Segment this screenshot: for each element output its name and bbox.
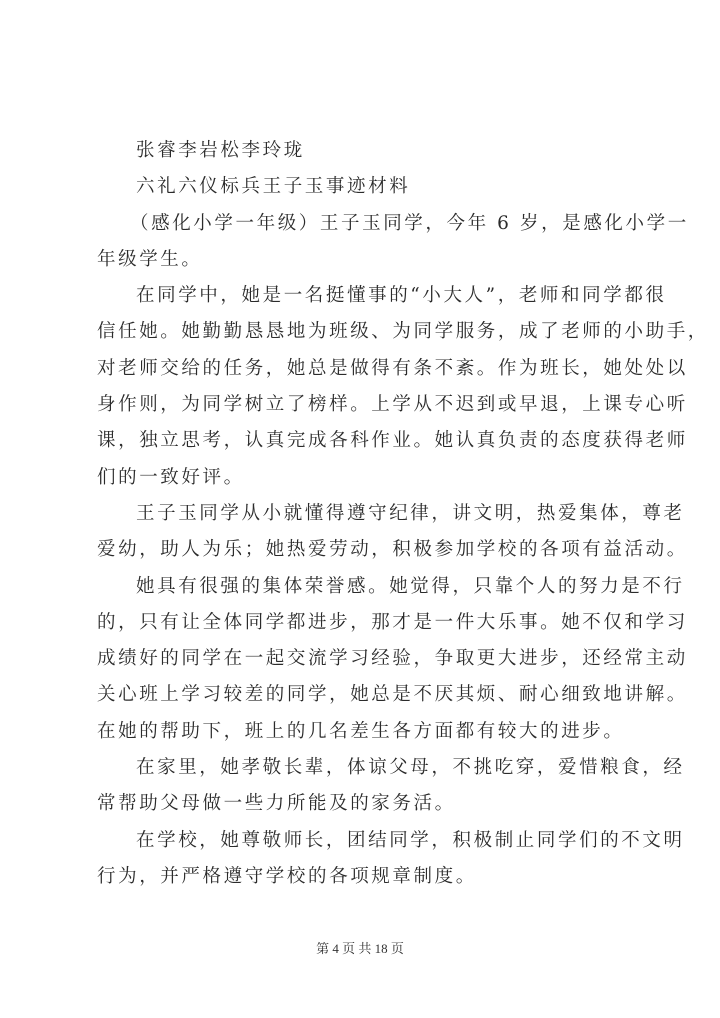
page-number-footer: 第 4 页 共 18 页	[316, 941, 404, 956]
paragraph-line: 身作则，为同学树立了榜样。上学从不迟到或早退，上课专心听	[97, 394, 688, 416]
paragraph-line: 在同学中，她是一名挺懂事的“小大人”，老师和同学都很	[136, 285, 667, 307]
paragraph-line: 在学校，她尊敬师长，团结同学，积极制止同学们的不文明	[136, 829, 685, 851]
paragraph-line: 课，独立思考，认真完成各科作业。她认真负责的态度获得老师	[97, 430, 688, 452]
author-line: 张睿李岩松李玲珑	[136, 140, 305, 161]
paragraph-line: 行为，并严格遵守学校的各项规章制度。	[97, 865, 477, 887]
paragraph-line: 在家里，她孝敬长辈，体谅父母，不挑吃穿，爱惜粮食，经	[136, 757, 685, 779]
title-line: 六礼六仪标兵王子玉事迹材料	[136, 176, 411, 198]
paragraph-line: 关心班上学习较差的同学，她总是不厌其烦、耐心细致地讲解。	[97, 684, 688, 706]
paragraph-line: 年级学生。	[97, 248, 203, 270]
paragraph-line: 们的一致好评。	[97, 466, 245, 488]
paragraph-line: 对老师交给的任务，她总是做得有条不紊。作为班长，她处处以	[97, 357, 688, 379]
paragraph-line: 信任她。她勤勤恳恳地为班级、为同学服务，成了老师的小助手，	[97, 321, 709, 343]
document-body	[97, 138, 709, 900]
paragraph-line: 成绩好的同学在一起交流学习经验，争取更大进步，还经常主动	[97, 648, 688, 670]
paragraph-line: （感化小学一年级）王子玉同学，今年 6 岁，是感化小学一	[130, 212, 689, 234]
paragraph-line: 王子玉同学从小就懂得遵守纪律，讲文明，热爱集体，尊老	[136, 502, 685, 524]
paragraph-line: 在她的帮助下，班上的几名差生各方面都有较大的进步。	[97, 720, 625, 742]
paragraph-line: 常帮助父母做一些力所能及的家务活。	[97, 793, 456, 815]
paragraph-line: 她具有很强的集体荣誉感。她觉得，只靠个人的努力是不行	[136, 575, 685, 597]
paragraph-line: 的，只有让全体同学都进步，那才是一件大乐事。她不仅和学习	[97, 611, 688, 633]
paragraph-line: 爱幼，助人为乐；她热爱劳动，积极参加学校的各项有益活动。	[97, 539, 688, 561]
